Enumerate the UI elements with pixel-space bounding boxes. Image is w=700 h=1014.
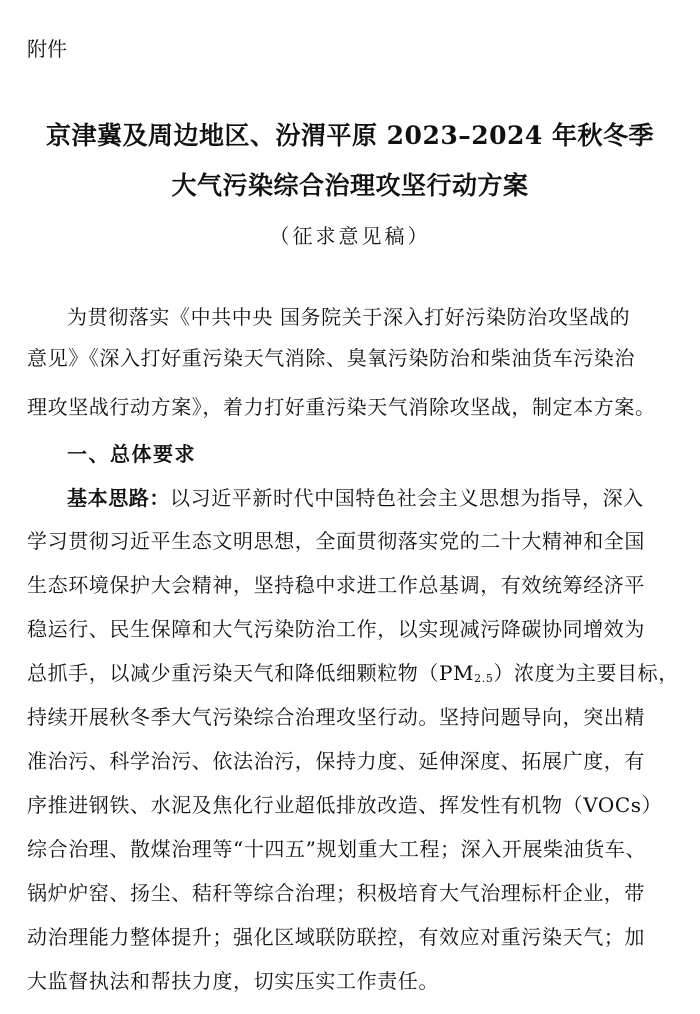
paragraph-line: 大监督执法和帮扶力度，切实压实工作责任。 [27,969,439,993]
paragraph-line: 序推进钢铁、水泥及焦化行业超低排放改造、挥发性有机物（VOCs） [27,793,663,817]
lead-label: 基本思路： [67,486,170,510]
pm-suffix: ）浓度为主要目标， [493,661,679,685]
intro-line: 理攻坚战行动方案》，着力打好重污染天气消除攻坚战，制定本方案。 [27,395,656,419]
paragraph-line: 综合治理、散煤治理等“十四五”规划重大工程；深入开展柴油货车、 [27,837,647,861]
paragraph-line: 准治污、科学治污、依法治污，保持力度、延伸深度、拓展广度，有 [27,749,645,773]
paragraph-text: 以习近平新时代中国特色社会主义思想为指导，深入 [170,486,644,510]
intro-line: 为贯彻落实《中共中央 国务院关于深入打好污染防治攻坚战的 [67,305,631,329]
paragraph-line: 动治理能力整体提升；强化区域联防联控，有效应对重污染天气；加 [27,925,645,949]
paragraph-line: 学习贯彻习近平生态文明思想，全面贯彻落实党的二十大精神和全国 [27,529,645,553]
pm-prefix: 总抓手，以减少重污染天气和降低细颗粒物（PM [27,661,475,685]
paragraph-line: 稳运行、民生保障和大气污染防治工作，以实现减污降碳协同增效为 [27,617,645,641]
paragraph-line: 持续开展秋冬季大气污染综合治理攻坚行动。坚持问题导向，突出精 [27,705,645,729]
section-heading: 一、总体要求 [67,442,196,466]
paragraph-line: 生态环境保护大会精神，坚持稳中求进工作总基调，有效统筹经济平 [27,573,645,597]
title-line-2: 大气污染综合治理攻坚行动方案 [171,171,529,200]
paragraph-first-line [67,484,675,512]
pm-subscript: 2.5 [474,672,494,685]
intro-line: 意见》《深入打好重污染天气消除、臭氧污染防治和柴油货车污染治 [27,346,635,370]
paragraph-line: 锅炉炉窑、扬尘、秸秆等综合治理；积极培育大气治理标杆企业，带 [27,881,645,905]
paragraph-line-pm [27,659,679,693]
title-line-1: 京津冀及周边地区、汾渭平原 2023–2024 年秋冬季 [45,121,655,150]
attachment-label: 附件 [27,37,67,61]
draft-subtitle: （征求意见稿） [269,224,431,248]
